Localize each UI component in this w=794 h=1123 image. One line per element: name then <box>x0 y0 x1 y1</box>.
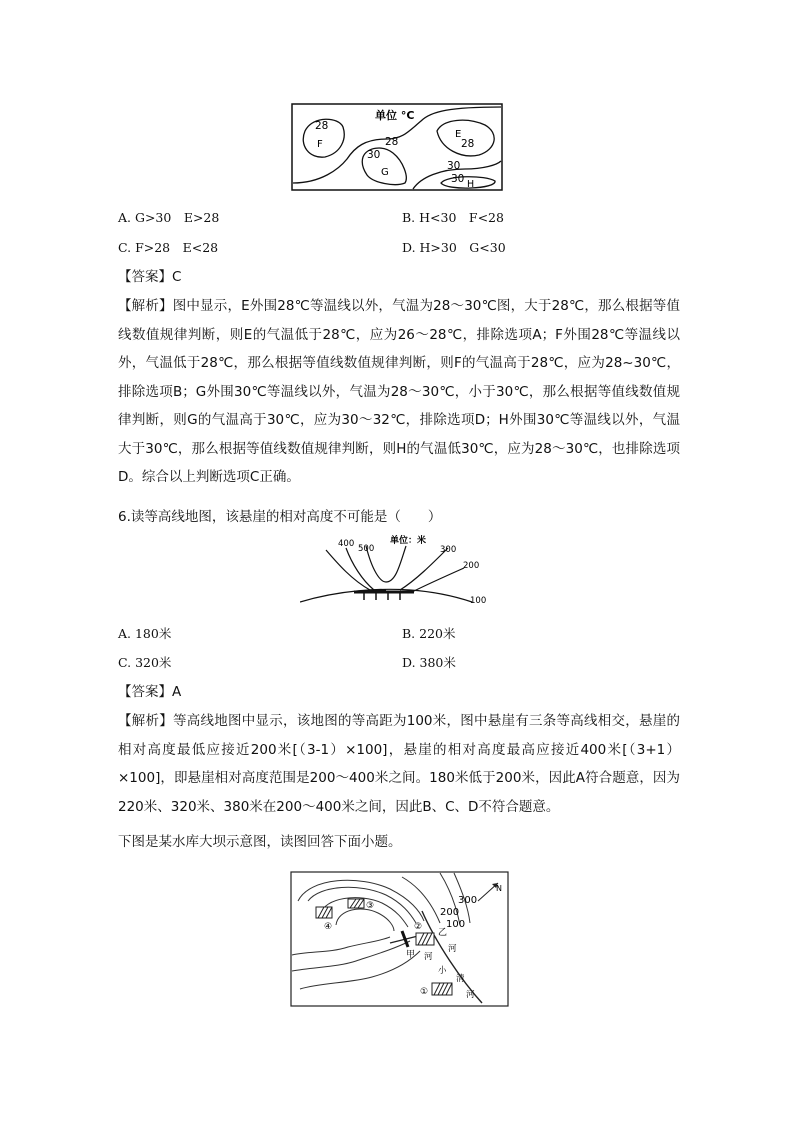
q5-option-a: A. G>30 E>28 <box>118 210 220 225</box>
label-e: E <box>455 129 462 140</box>
label-jia: 甲 <box>406 950 416 960</box>
marker-2: ② <box>414 922 423 932</box>
q5-answer: 【答案】C <box>118 269 182 285</box>
q5-analysis: 【解析】图中显示，E外围28℃等温线以外，气温为28～30℃图，大于28℃，那么根据等值线数值规律判断，则E的气温低于28℃，应为26～28℃，排除选项A；F外围28℃等温线以外，气温低于28℃，那么根据等值线数值规律判断，则F的气温高于28℃，应为28~30℃，排除选项B；G外围30℃等温线以外，气温为28～30℃，小于30℃，那么根据等值线数值规律判断，则G的气温高于30℃，应为30～32℃，排除选项D；H外围30℃等温线以外，气温大于30℃，那么根据等值线数值规律判断，则H的气温低30℃，应为28～30℃，也排除选项D。综合以上判断选项C正确。 <box>118 298 680 485</box>
label-30-mid: 30 <box>367 149 381 161</box>
q6-question: 6.读等高线地图，该悬崖的相对高度不可能是（ ） <box>118 509 442 525</box>
label-28-e: 28 <box>461 138 475 150</box>
q6-answer: 【答案】A <box>118 684 182 700</box>
label-30-h: 30 <box>451 173 465 185</box>
label-500: 500 <box>358 544 375 554</box>
label-xiao: 小 <box>438 966 447 976</box>
q5-option-c: C. F>28 E<28 <box>118 240 219 255</box>
label-200: 200 <box>463 561 480 571</box>
isotherm-map <box>291 103 503 191</box>
contour-cliff-map <box>300 530 500 615</box>
label-he-2: 河 <box>424 952 433 962</box>
q6-option-d: D. 380米 <box>402 655 456 670</box>
label-200: 200 <box>440 907 460 918</box>
label-28-left: 28 <box>315 120 329 132</box>
label-100: 100 <box>470 596 487 606</box>
label-28-mid: 28 <box>385 136 399 148</box>
label-yi: 乙 <box>438 928 448 938</box>
marker-4: ④ <box>324 922 333 932</box>
label-f: F <box>317 139 323 150</box>
label-he-1: 河 <box>448 944 457 954</box>
label-100: 100 <box>446 919 466 930</box>
label-30-right: 30 <box>447 160 461 172</box>
label-g: G <box>381 167 389 178</box>
q6-analysis: 【解析】等高线地图中显示，该地图的等高距为100米，图中悬崖有三条等高线相交，悬崖的相对高度最低应接近200米[（3-1）×100]，悬崖的相对高度最高应接近400米[（3+1）×100]，即悬崖相对高度范围是200～400米之间。180米低于200米，因此A符合题意，因为220米、320米、380米在200～400米之间，因此B、C、D不符合题意。 <box>118 713 680 815</box>
marker-1: ① <box>420 987 429 997</box>
label-qing: 清 <box>456 974 465 984</box>
label-300: 300 <box>458 895 478 906</box>
reservoir-intro: 下图是某水库大坝示意图，读图回答下面小题。 <box>118 834 402 850</box>
q5-option-b: B. H<30 F<28 <box>402 210 504 225</box>
north-label: N <box>496 884 502 893</box>
unit-label: 单位 °C <box>375 109 415 122</box>
reservoir-dam-map <box>290 871 509 1007</box>
label-he-3: 河 <box>466 990 475 1000</box>
label-300: 300 <box>440 545 457 555</box>
label-400: 400 <box>338 539 355 549</box>
q6-option-a: A. 180米 <box>118 626 172 641</box>
marker-3: ③ <box>366 901 375 911</box>
q6-option-b: B. 220米 <box>402 626 456 641</box>
unit-label: 单位：米 <box>390 536 427 546</box>
q6-option-c: C. 320米 <box>118 655 172 670</box>
q5-option-d: D. H>30 G<30 <box>402 240 506 255</box>
label-h: H <box>467 179 475 190</box>
